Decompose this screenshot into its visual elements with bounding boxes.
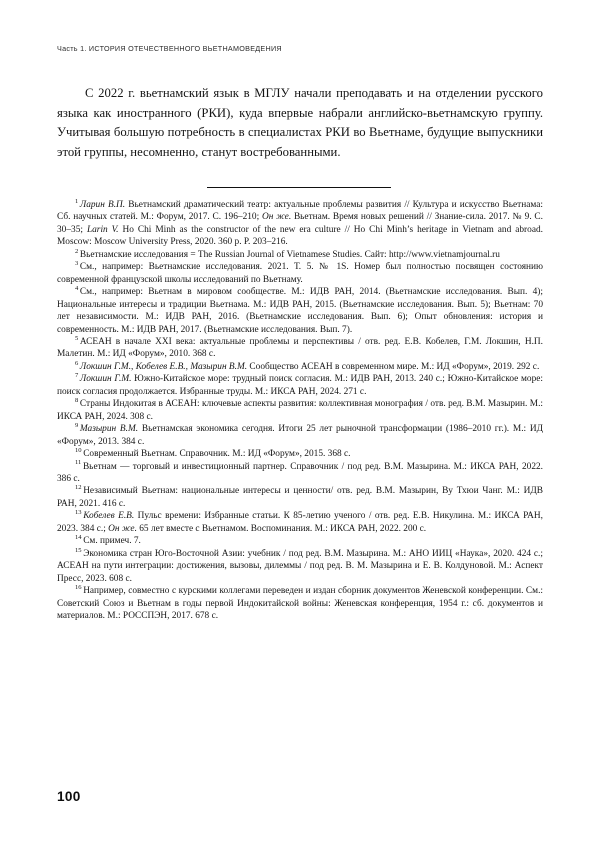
footnote-text: Страны Индокитая в АСЕАН: ключевые аспекты развития: коллективная монография / отв. ред. В.М. Мазырин. М.: ИКСА РАН, 2024. 308 с. bbox=[57, 399, 543, 422]
footnote-text: Сообщество АСЕАН в современном мире. М.: ИД «Форум», 2019. 292 с. bbox=[247, 361, 540, 372]
footnote-marker: 15 bbox=[75, 546, 82, 554]
footnote-text: Пульс времени: Избранные статьи. К 85-летию ученого / отв. ред. Е.В. Никулина. М.: ИКСА РАН, 2023. 384 с.; bbox=[57, 511, 543, 534]
footnote-text: АСЕАН в начале XXI века: актуальные проблемы и перспективы / отв. ред. Е.В. Кобелев, Г.М. Локшин, Н.П. Малетин. М.: ИД «Форум», 2010. 368 с. bbox=[57, 336, 543, 360]
footnote-author: Кобелев Е.В. bbox=[83, 511, 135, 522]
body-text-block bbox=[57, 84, 543, 162]
footnote-text: Южно-Китайское море: трудный поиск согласия. М.: ИДВ РАН, 2013. 240 с.; Южно-Китайское море: поиск согласия продолжается. Избранные труды. М.: ИКСА РАН, 2024. 271 с. bbox=[57, 374, 543, 397]
footnote-text: Современный Вьетнам. Справочник. М.: ИД «Форум», 2015. 368 с. bbox=[83, 449, 351, 460]
footnote-marker: 7 bbox=[75, 372, 79, 380]
footnote-text: См., например: Вьетнам в мировом сообществе. М.: ИДВ РАН, 2014. (Вьетнамские исследования. Вып. 4); Национальные интересы и традиции Вьетнама. М.: ИДВ РАН, 2015. (Вьетнамские исследования. Вып. 5); Вьетнам: 70 лет независимости. М.: ИДВ РАН, 2016. (Вьетнамские исследования. Вып. 6); Опыт обновления: история и современность. М.: ИДВ РАН, 2017. (Вьетнамские исследования. Вып. 7). bbox=[57, 287, 543, 335]
footnote-author: Локшин Г.М., Кобелев Е.В., Мазырин В.М. bbox=[79, 361, 248, 372]
footnote-text: Экономика стран Юго-Восточной Азии: учебник / под ред. В.М. Мазырина. М.: АНО ИИЦ «Наука», 2020. 424 с.; АСЕАН на пути интеграции: достижения, вызовы, дилеммы / под ред. В. М. Мазырина и Е. В. Колдуновой. М.: Аспект Пресс, 2023. 608 с. bbox=[57, 548, 543, 584]
footnote-marker: 1 bbox=[75, 197, 79, 205]
footnote-marker: 8 bbox=[75, 397, 79, 405]
footnote-item bbox=[57, 548, 543, 585]
footnote-text: Вьетнамская экономика сегодня. Итоги 25 лет рыночной трансформации (1986–2010 гг.). М.: ИД «Форум», 2013. 384 с. bbox=[57, 424, 544, 447]
footnote-item bbox=[57, 485, 543, 510]
footnote-marker: 3 bbox=[75, 260, 79, 268]
footnote-text: Вьетнамские исследования = The Russian Journal of Vietnamese Studies. Сайт: http://www.vietnamjournal.ru bbox=[79, 249, 500, 260]
footnote-item bbox=[57, 448, 543, 460]
footnote-text: Например, совместно с курскими коллегами переведен и издан сборник документов Женевской конференции. См.: Советский Союз и Вьетнам в годы первой Индокитайской войны: Женевская конференция, 1954 г.: сб. документов и материалов. М.: РОССПЭН, 2017. 678 с. bbox=[57, 586, 543, 621]
footnote-marker: 10 bbox=[75, 446, 82, 454]
footnote-text: Вьетнамский драматический театр: актуальные проблемы развития // Культура и искусство Вьетнама: Сб. научных статей. М.: Форум, 2017. С. 196–210; bbox=[57, 200, 543, 223]
footnote-marker: 9 bbox=[75, 422, 79, 430]
footnote-list bbox=[57, 199, 543, 622]
page-number: 100 bbox=[57, 789, 81, 804]
footnote-marker: 11 bbox=[75, 459, 82, 467]
footnote-item bbox=[57, 423, 543, 448]
footnote-text-3: Ho Chi Minh as the constructor of the new era culture // Ho Chi Minh’s heritage in Vietnam and abroad. Moscow: Moscow University Press, 2020. 360 p. P. 203–216. bbox=[57, 224, 544, 248]
footnote-author: Ларин В.П. bbox=[79, 200, 126, 210]
footnote-marker: 13 bbox=[75, 509, 82, 517]
footnote-separator-rule bbox=[207, 187, 391, 188]
footnote-marker: 4 bbox=[75, 285, 79, 293]
footnote-item bbox=[57, 286, 543, 336]
footnote-item bbox=[57, 373, 543, 398]
footnote-author: Локшин Г.М. bbox=[79, 374, 132, 385]
footnote-author-repeat: Он же. bbox=[108, 523, 137, 534]
footnote-author-latin: Larin V. bbox=[86, 224, 119, 235]
footnote-marker: 14 bbox=[75, 534, 82, 542]
footnote-item bbox=[57, 199, 543, 249]
running-head: Часть 1. ИСТОРИЯ ОТЕЧЕСТВЕННОГО ВЬЕТНАМОВЕДЕНИЯ bbox=[57, 44, 282, 53]
footnote-marker: 12 bbox=[75, 484, 82, 492]
footnote-text: См., например: Вьетнамские исследования. 2021. Т. 5. № 1S. Номер был полностью посвящен состоянию современной французской школы исследований по Вьетнаму. bbox=[57, 262, 543, 285]
footnote-text: См. примеч. 7. bbox=[83, 536, 141, 547]
footnote-text-2: 65 лет вместе с Вьетнамом. Воспоминания. М.: ИКСА РАН, 2022. 200 с. bbox=[136, 523, 427, 534]
footnote-item bbox=[57, 261, 543, 286]
footnote-marker: 5 bbox=[75, 334, 79, 342]
footnote-item bbox=[57, 398, 543, 423]
footnote-item bbox=[57, 336, 543, 361]
footnote-item bbox=[57, 461, 543, 486]
footnote-text: Независимый Вьетнам: национальные интересы и ценности/ отв. ред. В.М. Мазырин, Ву Тхюи Чанг. М.: ИДВ РАН, 2021. 416 с. bbox=[57, 486, 543, 509]
footnote-text-2: Вьетнам. Время новых решений // Знание-сила. 2017. № 9. С. 30–35; bbox=[57, 212, 543, 235]
footnote-marker: 6 bbox=[75, 359, 79, 367]
footnote-text: Вьетнам — торговый и инвестиционный партнер. Справочник / под ред. В.М. Мазырина. М.: ИКСА РАН, 2022. 386 с. bbox=[57, 461, 543, 484]
footnote-item bbox=[57, 510, 543, 535]
footnote-item bbox=[57, 361, 543, 373]
footnote-item bbox=[57, 249, 543, 261]
footnote-item bbox=[57, 585, 543, 622]
footnote-author-repeat: Он же. bbox=[261, 212, 292, 223]
footnote-item bbox=[57, 535, 543, 547]
footnote-marker: 16 bbox=[75, 583, 82, 591]
footnote-marker: 2 bbox=[75, 247, 79, 255]
footnote-author: Мазырин В.М. bbox=[79, 424, 139, 435]
body-paragraph: С 2022 г. вьетнамский язык в МГЛУ начали преподавать и на отделении русского языка как иностранного (РКИ), куда впервые набрали английско-вьетнамскую группу. Учитывая большую потребность в специалистах РКИ во Вьетнаме, будущие выпускники этой группы, несомненно, станут востребованными. bbox=[57, 86, 543, 159]
